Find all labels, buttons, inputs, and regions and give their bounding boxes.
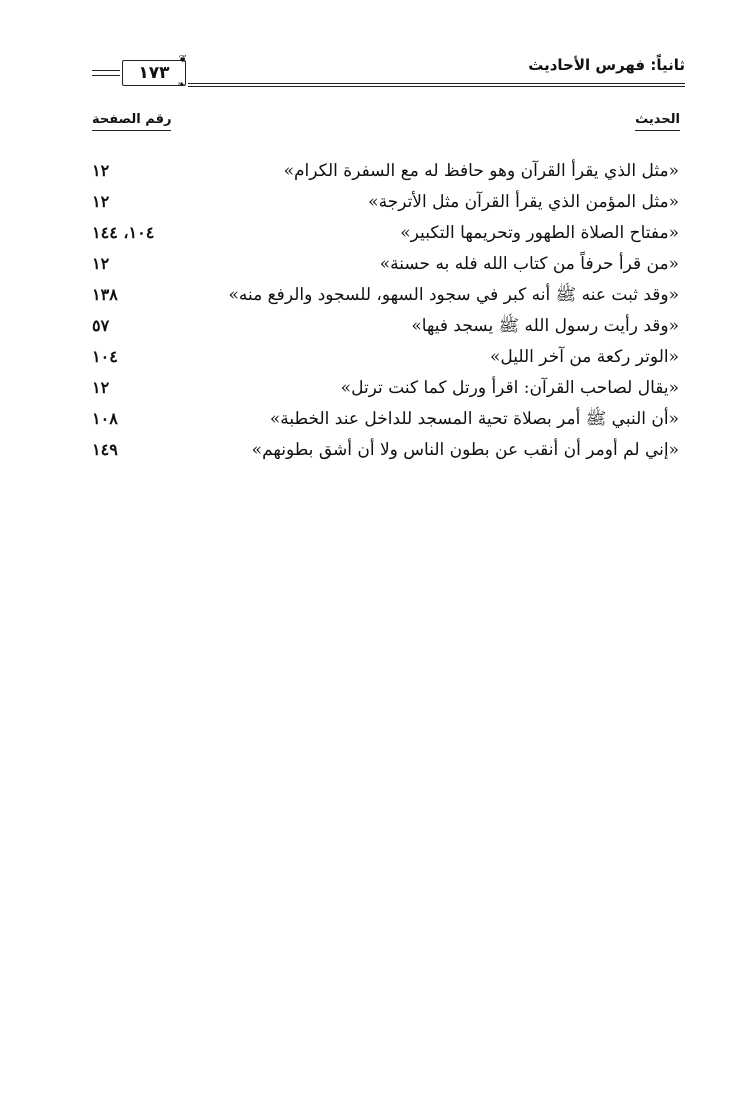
page-reference: ١٠٤، ١٤٤	[92, 223, 155, 242]
hadith-text: «الوتر ركعة من آخر الليل»	[489, 347, 679, 367]
hadith-text: «يقال لصاحب القرآن: اقرأ ورتل كما كنت ترتل»	[340, 378, 679, 398]
list-item	[0, 189, 755, 220]
hadith-column-heading: الحديث	[635, 112, 680, 131]
hadith-text: «وقد رأيت رسول الله ﷺ يسجد فيها»	[411, 316, 679, 336]
hadith-text: «أن النبي ﷺ أمر بصلاة تحية المسجد للداخل عند الخطبة»	[269, 409, 679, 429]
list-item	[0, 375, 755, 406]
list-item	[0, 220, 755, 251]
page-reference: ١٠٤	[92, 347, 118, 366]
list-item	[0, 437, 755, 468]
hadith-text: «من قرأ حرفاً من كتاب الله فله به حسنة»	[379, 254, 679, 274]
list-item	[0, 158, 755, 189]
page-reference: ١٠٨	[92, 409, 118, 428]
page-reference: ٥٧	[92, 316, 110, 335]
hadith-index-list	[0, 158, 755, 468]
page-header	[88, 52, 685, 92]
flourish-ornament-icon: ❦	[178, 54, 187, 65]
header-rule-double	[188, 86, 685, 87]
left-dash-bottom	[92, 75, 120, 76]
list-item	[0, 313, 755, 344]
hadith-text: «مثل الذي يقرأ القرآن وهو حافظ له مع السفرة الكرام»	[283, 161, 679, 181]
hadith-text: «مفتاح الصلاة الطهور وتحريمها التكبير»	[400, 223, 679, 243]
section-title: ثانياً: فهرس الأحاديث	[528, 56, 685, 74]
page-column-heading: رقم الصفحة	[92, 112, 171, 131]
list-item	[0, 406, 755, 437]
page-reference: ١٣٨	[92, 285, 118, 304]
page-reference: ١٤٩	[92, 440, 118, 459]
hadith-text: «مثل المؤمن الذي يقرأ القرآن مثل الأترجة»	[368, 192, 679, 212]
page-number-box	[122, 54, 187, 90]
left-dash-top	[92, 70, 120, 71]
page-reference: ١٢	[92, 161, 110, 180]
list-item	[0, 282, 755, 313]
header-rule	[188, 83, 685, 84]
list-item	[0, 251, 755, 282]
hadith-text: «وقد ثبت عنه ﷺ أنه كبر في سجود السهو، للسجود والرفع منه»	[228, 285, 679, 305]
flourish-ornament-icon: ❧	[177, 80, 185, 90]
page-reference: ١٢	[92, 254, 110, 273]
hadith-text: «إني لم أومر أن أنقب عن بطون الناس ولا أن أشق بطونهم»	[251, 440, 679, 460]
page-number: ١٧٣	[138, 63, 170, 83]
list-item	[0, 344, 755, 375]
page-reference: ١٢	[92, 192, 110, 211]
page-reference: ١٢	[92, 378, 110, 397]
